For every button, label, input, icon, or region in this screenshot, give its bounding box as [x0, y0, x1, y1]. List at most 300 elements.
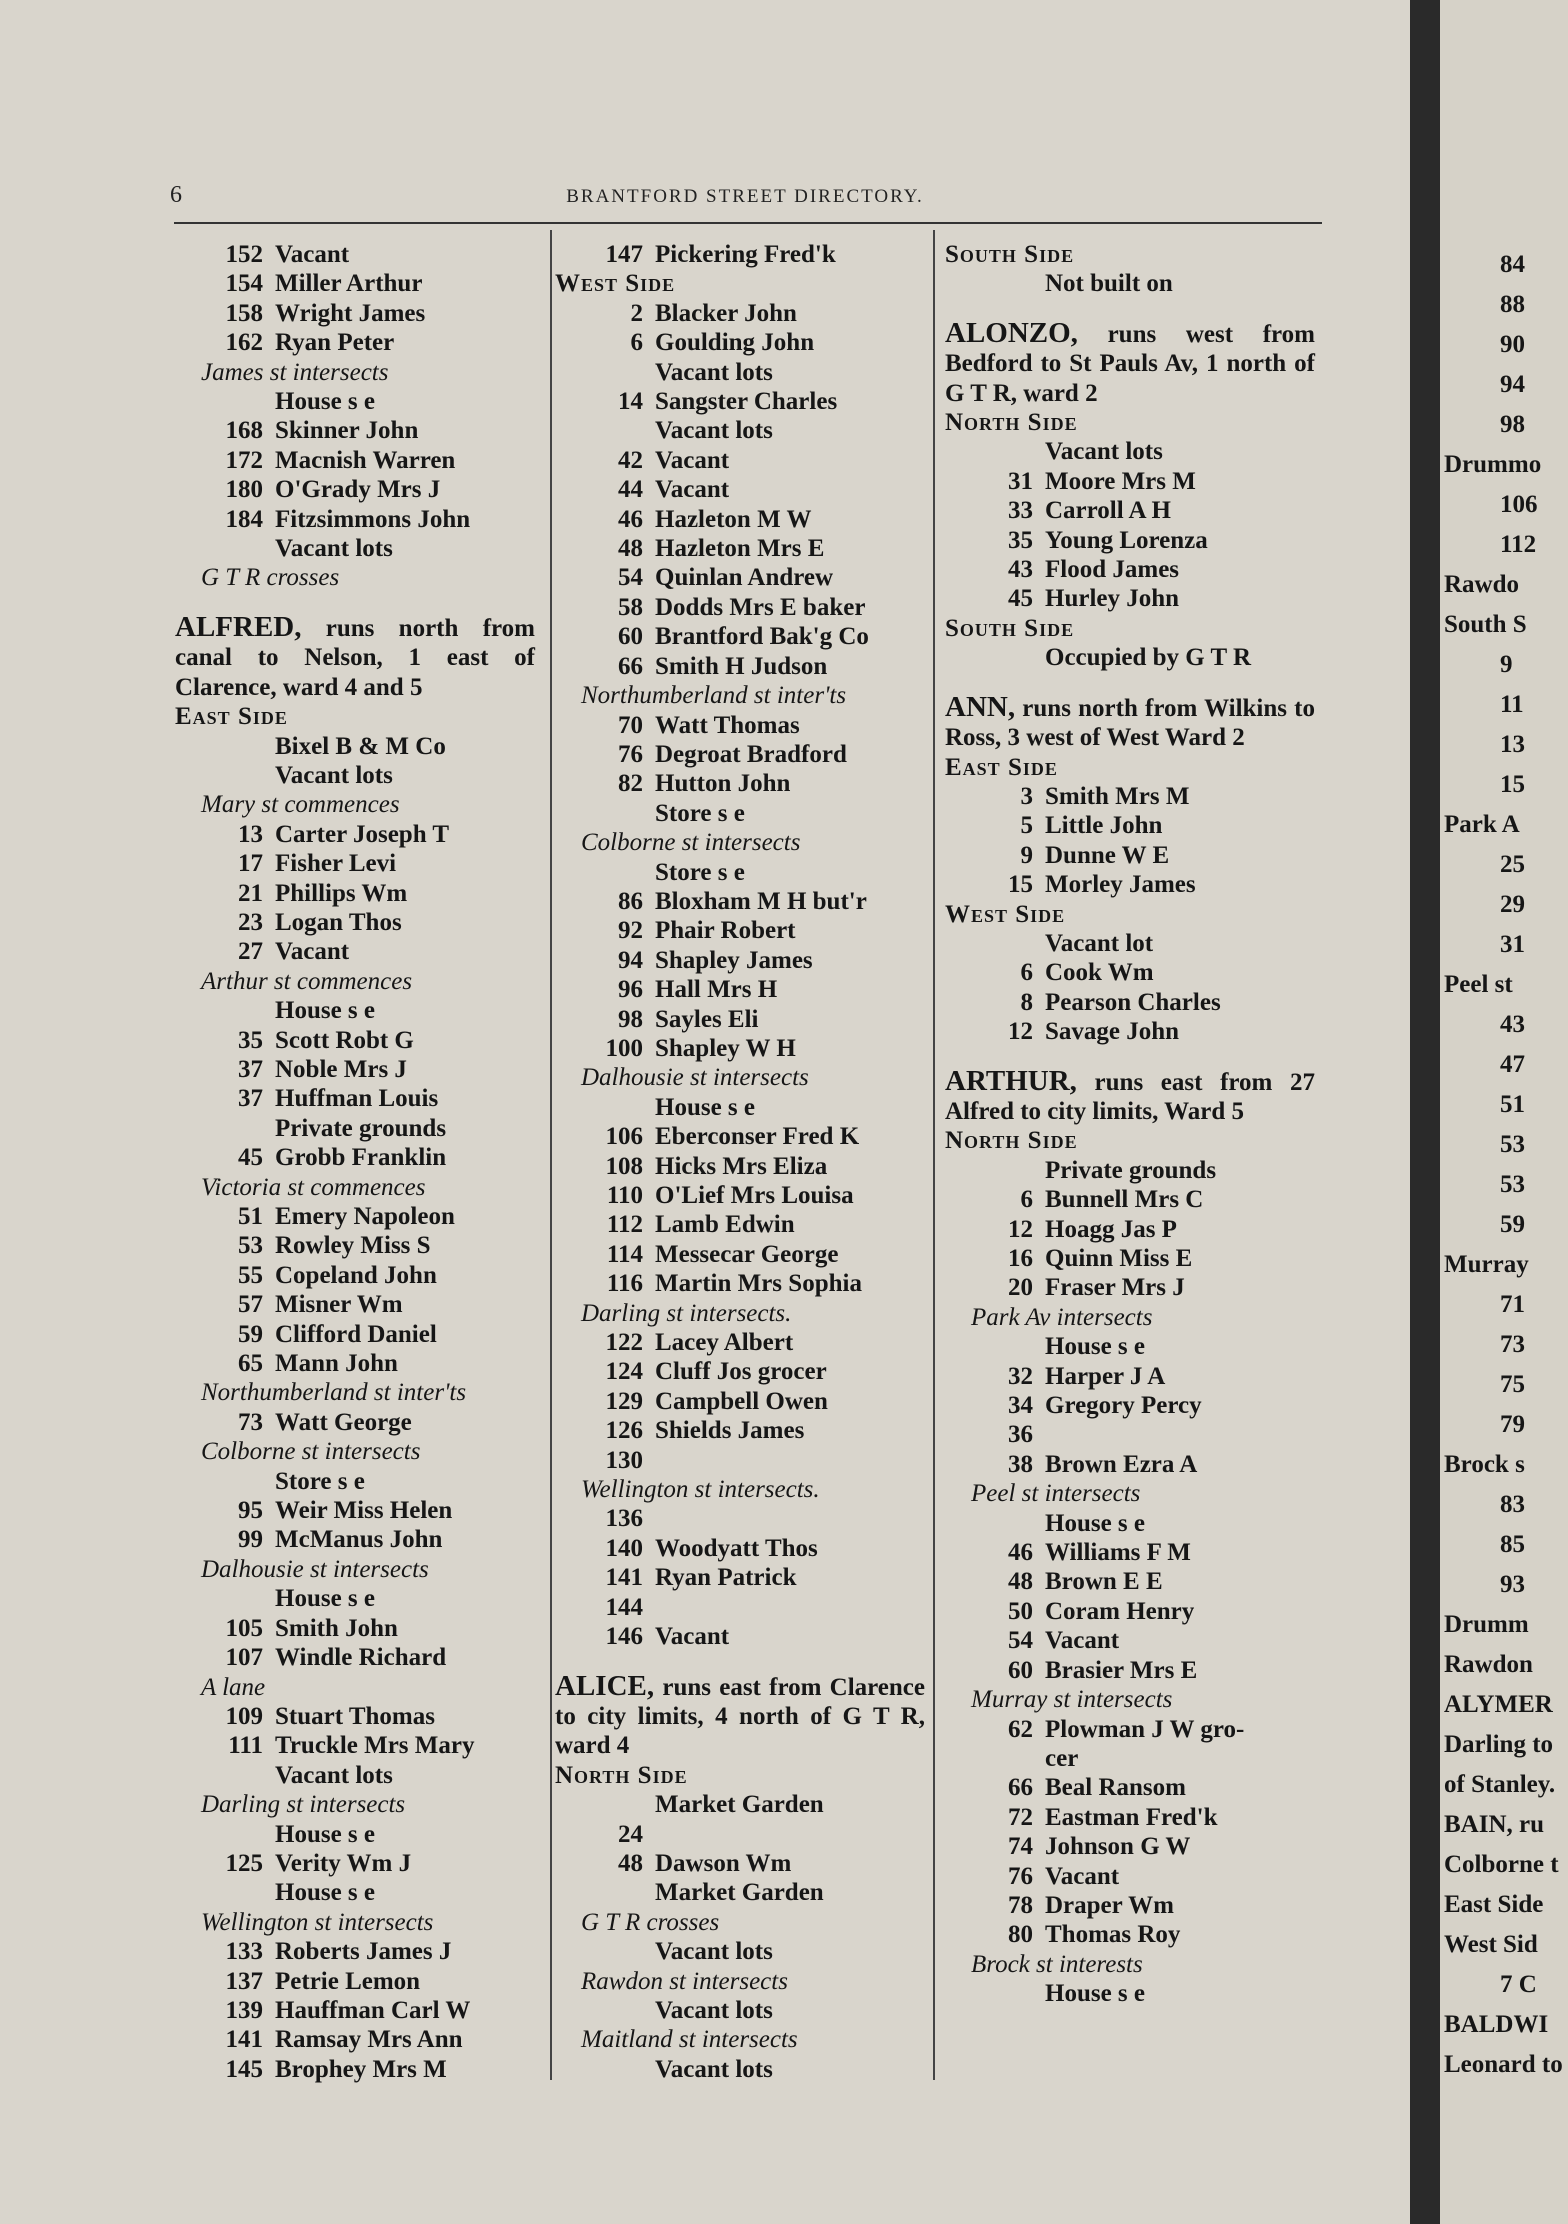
directory-entry [175, 1349, 535, 1378]
occupant-name: Eberconser Fred K [655, 1123, 860, 1151]
house-number: 124 [605, 1358, 643, 1386]
directory-entry [175, 240, 535, 269]
street-description: runs west from Bedford to St Pauls Av, 1 north of G T R, ward 2 [945, 320, 1315, 407]
house-number: 43 [1008, 556, 1033, 584]
house-number: 158 [225, 299, 263, 327]
house-number: 20 [1008, 1274, 1033, 1302]
occupant-name: Coram Henry [1045, 1597, 1195, 1625]
directory-entry [175, 996, 535, 1025]
directory-entry [555, 887, 925, 916]
directory-entry [945, 1920, 1315, 1949]
occupant-name: Smith John [275, 1614, 398, 1642]
facing-page-fragment: 11 [1500, 691, 1524, 718]
occupant-name: Brown E E [1045, 1568, 1163, 1596]
house-number: 55 [238, 1261, 263, 1289]
directory-entry [555, 593, 925, 622]
occupant-name: Bixel B & M Co [275, 732, 446, 760]
cross-street-note: Dalhousie st intersects [201, 1555, 429, 1583]
cross-street-note: Wellington st intersects. [581, 1476, 820, 1504]
directory-entry [555, 446, 925, 475]
house-number: 6 [1020, 1186, 1033, 1214]
occupant-name: Roberts James J [275, 1938, 452, 1966]
house-number: 147 [605, 241, 643, 268]
street-description: runs east from 27 Alfred to city limits, Ward 5 [945, 1068, 1316, 1125]
directory-entry [175, 505, 535, 534]
facing-page-fragment: Rawdon [1444, 1651, 1533, 1678]
occupant-name: Watt George [275, 1408, 412, 1436]
directory-entry [555, 1005, 925, 1034]
occupant-name: Store s e [275, 1467, 365, 1495]
house-number: 130 [605, 1446, 643, 1474]
occupant-name: Occupied by G T R [1045, 644, 1252, 672]
house-number: 146 [605, 1623, 643, 1651]
house-number: 184 [225, 505, 263, 533]
street-side-heading: North Side [945, 1127, 1078, 1155]
directory-entry [945, 496, 1315, 525]
cross-street-note: Maitland st intersects [581, 2026, 798, 2054]
occupant-name: Hicks Mrs Eliza [655, 1152, 828, 1180]
directory-entry [945, 1979, 1315, 2008]
occupant-name: Noble Mrs J [275, 1055, 407, 1083]
directory-entry [175, 1261, 535, 1290]
house-number: 152 [225, 241, 263, 268]
facing-page-fragment: 9 [1500, 651, 1513, 678]
house-number: 106 [605, 1123, 643, 1151]
house-number: 125 [225, 1849, 263, 1877]
facing-page-fragment: Darling to [1444, 1731, 1554, 1758]
house-number: 38 [1008, 1450, 1033, 1478]
directory-entry [945, 1744, 1315, 1773]
street-description: runs north from Wilkins to Ross, 3 west of West Ward 2 [945, 694, 1316, 752]
facing-page-fragment: 29 [1500, 891, 1525, 918]
occupant-name: Fitzsimmons John [275, 505, 471, 533]
directory-entry [555, 1937, 925, 1966]
occupant-name: Shapley W H [655, 1034, 796, 1062]
directory-entry [175, 1967, 535, 1996]
column-divider-2 [933, 230, 935, 2080]
house-number: 144 [605, 1593, 643, 1621]
facing-page-fragment: of Stanley. [1444, 1771, 1556, 1798]
directory-entry [945, 1420, 1315, 1449]
directory-entry [555, 1446, 925, 1475]
occupant-name: Bloxham M H but'r [655, 887, 867, 915]
occupant-name: Vacant lots [655, 2055, 773, 2083]
occupant-name: House s e [1045, 1509, 1145, 1537]
occupant-name: Harper J A [1045, 1362, 1166, 1390]
house-number: 37 [238, 1055, 263, 1083]
directory-column-1 [175, 240, 535, 2084]
directory-entry [555, 1210, 925, 1239]
house-number: 154 [225, 270, 263, 298]
directory-entry [175, 1496, 535, 1525]
house-number: 92 [618, 917, 643, 945]
directory-entry [175, 1084, 535, 1113]
occupant-name: Logan Thos [275, 908, 402, 936]
occupant-name: Not built on [1045, 270, 1173, 298]
directory-entry [175, 1525, 535, 1554]
directory-entry [945, 1156, 1315, 1185]
directory-entry [175, 1143, 535, 1172]
directory-entry [175, 1055, 535, 1084]
house-number: 32 [1008, 1362, 1033, 1390]
street-heading [555, 1652, 925, 1761]
house-number: 33 [1008, 497, 1033, 525]
directory-entry [555, 1563, 925, 1592]
directory-entry [175, 534, 535, 563]
occupant-name: Hutton John [655, 770, 791, 798]
directory-column-3 [945, 240, 1315, 2009]
cross-street-note: G T R crosses [201, 564, 340, 592]
occupant-name: Windle Richard [275, 1644, 447, 1672]
house-number: 140 [605, 1534, 643, 1562]
house-number: 122 [605, 1329, 643, 1357]
house-number: 137 [225, 1967, 263, 1995]
occupant-name: Vacant lots [275, 1761, 393, 1789]
facing-page-fragment: Colborne t [1444, 1851, 1559, 1878]
directory-entry [175, 879, 535, 908]
occupant-name: Vacant [1045, 1862, 1120, 1890]
occupant-name: cer [1045, 1744, 1079, 1772]
house-number: 35 [238, 1026, 263, 1054]
occupant-name: Pearson Charles [1045, 988, 1221, 1016]
facing-page-fragment: 53 [1500, 1131, 1525, 1158]
facing-page-fragment: Rawdo [1444, 571, 1520, 598]
house-number: 17 [238, 850, 263, 878]
directory-entry [175, 1026, 535, 1055]
book-gutter [1410, 0, 1440, 2224]
facing-page-fragment: Leonard to [1444, 2051, 1563, 2078]
directory-entry [555, 358, 925, 387]
directory-entry [945, 1862, 1315, 1891]
house-number: 168 [225, 417, 263, 445]
house-number: 37 [238, 1085, 263, 1113]
directory-entry [945, 1538, 1315, 1567]
occupant-name: Hazleton M W [655, 505, 812, 533]
occupant-name: Quinlan Andrew [655, 564, 834, 592]
house-number: 54 [618, 564, 643, 592]
street-side-heading: East Side [945, 753, 1058, 781]
directory-entry [945, 811, 1315, 840]
directory-entry [945, 1273, 1315, 1302]
occupant-name: Hoagg Jas P [1045, 1215, 1177, 1243]
directory-entry [175, 416, 535, 445]
directory-entry [945, 1715, 1315, 1744]
occupant-name: Messecar George [655, 1240, 839, 1268]
facing-page-fragment: 51 [1500, 1091, 1525, 1118]
house-number: 108 [605, 1152, 643, 1180]
occupant-name: Store s e [655, 799, 745, 827]
street-name: ARTHUR, [945, 1064, 1077, 1097]
facing-page-fragment: 47 [1500, 1051, 1525, 1078]
occupant-name: Vacant lots [655, 1996, 773, 2024]
occupant-name: Macnish Warren [275, 446, 456, 474]
directory-entry [945, 643, 1315, 672]
occupant-name: Miller Arthur [275, 270, 423, 298]
house-number: 60 [1008, 1656, 1033, 1684]
occupant-name: Vacant [655, 446, 730, 474]
directory-entry [555, 769, 925, 798]
directory-entry [945, 1215, 1315, 1244]
occupant-name: Sayles Eli [655, 1005, 759, 1033]
occupant-name: Eastman Fred'k [1045, 1803, 1218, 1831]
directory-entry [555, 1534, 925, 1563]
facing-page-fragment: 98 [1500, 411, 1525, 438]
house-number: 72 [1008, 1803, 1033, 1831]
house-number: 96 [618, 976, 643, 1004]
house-number: 139 [225, 1996, 263, 2024]
directory-entry [175, 299, 535, 328]
facing-page-fragment: Drummo [1444, 451, 1542, 478]
directory-entry [945, 1017, 1315, 1046]
directory-entry [175, 1614, 535, 1643]
house-number: 126 [605, 1417, 643, 1445]
cross-street-note: Darling st intersects. [581, 1299, 792, 1327]
directory-entry [945, 841, 1315, 870]
house-number: 99 [238, 1526, 263, 1554]
facing-page-fragment: ALYMER [1444, 1691, 1553, 1718]
occupant-name: Brasier Mrs E [1045, 1656, 1198, 1684]
street-side-heading: West Side [945, 900, 1066, 928]
house-number: 114 [606, 1240, 643, 1268]
facing-page-fragment: 85 [1500, 1531, 1525, 1558]
directory-entry [555, 1240, 925, 1269]
occupant-name: House s e [275, 1820, 375, 1848]
house-number: 141 [225, 2026, 263, 2054]
house-number: 80 [1008, 1921, 1033, 1949]
directory-entry [945, 1567, 1315, 1596]
directory-entry [555, 534, 925, 563]
street-name: ALONZO, [945, 316, 1078, 349]
directory-entry [175, 446, 535, 475]
occupant-name: Sangster Charles [655, 388, 838, 416]
directory-entry [555, 711, 925, 740]
occupant-name: Fraser Mrs J [1045, 1274, 1185, 1302]
occupant-name: Cluff Jos grocer [655, 1358, 827, 1386]
cross-street-note: Northumberland st inter'ts [581, 682, 847, 710]
street-heading [175, 593, 535, 702]
house-number: 109 [225, 1702, 263, 1730]
cross-street-note: Colborne st intersects [581, 829, 801, 857]
occupant-name: Lamb Edwin [655, 1211, 795, 1239]
house-number: 110 [606, 1182, 643, 1209]
house-number: 62 [1008, 1715, 1033, 1743]
occupant-name: Woodyatt Thos [655, 1534, 818, 1562]
house-number: 21 [238, 879, 263, 907]
facing-page-fragment: 79 [1500, 1411, 1525, 1438]
house-number: 58 [618, 593, 643, 621]
directory-entry [945, 1626, 1315, 1655]
house-number: 42 [618, 446, 643, 474]
directory-entry [945, 958, 1315, 987]
cross-street-note: Murray st intersects [971, 1686, 1173, 1714]
directory-entry [175, 732, 535, 761]
facing-page-fragment: 31 [1500, 931, 1525, 958]
house-number: 35 [1008, 526, 1033, 554]
directory-entry [175, 1878, 535, 1907]
facing-page-fragment: Brock s [1444, 1451, 1525, 1478]
directory-entry [945, 1185, 1315, 1214]
occupant-name: Dodds Mrs E baker [655, 593, 866, 621]
directory-entry [175, 1467, 535, 1496]
directory-entry [555, 740, 925, 769]
directory-entry [555, 1181, 925, 1210]
street-side-heading: East Side [175, 703, 288, 731]
occupant-name: Ryan Peter [275, 329, 395, 357]
house-number: 36 [1008, 1421, 1033, 1449]
house-number: 162 [225, 329, 263, 357]
directory-entry [945, 1656, 1315, 1685]
occupant-name: Vacant [275, 938, 350, 966]
directory-entry [175, 328, 535, 357]
house-number: 48 [1008, 1568, 1033, 1596]
facing-page-fragment: Drumm [1444, 1611, 1529, 1638]
directory-entry [555, 975, 925, 1004]
cross-street-note: Wellington st intersects [201, 1908, 434, 1936]
directory-entry [555, 1034, 925, 1063]
directory-entry [555, 858, 925, 887]
directory-entry [175, 937, 535, 966]
street-heading [945, 299, 1315, 408]
occupant-name: Flood James [1045, 556, 1180, 584]
house-number: 46 [1008, 1539, 1033, 1567]
cross-street-note: Dalhousie st intersects [581, 1064, 809, 1092]
occupant-name: Vacant [275, 241, 350, 268]
directory-entry [175, 1584, 535, 1613]
occupant-name: Watt Thomas [655, 711, 800, 739]
street-name: ALICE, [555, 1669, 655, 1702]
house-number: 57 [238, 1291, 263, 1319]
directory-entry [555, 387, 925, 416]
occupant-name: Beal Ransom [1045, 1774, 1186, 1802]
facing-page-fragment: Peel st [1444, 971, 1513, 998]
directory-column-2 [555, 240, 925, 2084]
occupant-name: Clifford Daniel [275, 1320, 437, 1348]
occupant-name: Wright James [275, 299, 426, 327]
occupant-name: Savage John [1045, 1018, 1180, 1046]
directory-entry [555, 1152, 925, 1181]
directory-entry [945, 467, 1315, 496]
directory-entry [555, 240, 925, 269]
occupant-name: Vacant lots [1045, 438, 1163, 466]
occupant-name: Smith H Judson [655, 652, 828, 680]
house-number: 2 [630, 299, 643, 327]
house-number: 53 [238, 1232, 263, 1260]
cross-street-note: Peel st intersects [971, 1480, 1141, 1508]
directory-entry [555, 1593, 925, 1622]
directory-entry [945, 1450, 1315, 1479]
facing-page-fragment: Murray [1444, 1251, 1529, 1278]
occupant-name: Phillips Wm [275, 879, 408, 907]
house-number: 60 [618, 623, 643, 651]
occupant-name: House s e [655, 1093, 755, 1121]
facing-page-fragment: 43 [1500, 1011, 1525, 1038]
directory-entry [555, 652, 925, 681]
house-number: 59 [238, 1320, 263, 1348]
occupant-name: Plowman J W gro- [1045, 1715, 1245, 1743]
occupant-name: Gregory Percy [1045, 1392, 1202, 1420]
directory-entry [945, 929, 1315, 958]
house-number: 46 [618, 505, 643, 533]
house-number: 51 [238, 1203, 263, 1230]
occupant-name: Huffman Louis [275, 1085, 439, 1113]
occupant-name: Misner Wm [275, 1291, 403, 1319]
occupant-name: Shields James [655, 1417, 805, 1445]
directory-entry [555, 1328, 925, 1357]
occupant-name: Market Garden [655, 1879, 824, 1907]
occupant-name: O'Grady Mrs J [275, 476, 441, 504]
directory-entry [945, 1803, 1315, 1832]
house-number: 15 [1008, 871, 1033, 899]
directory-entry [175, 761, 535, 790]
occupant-name: Store s e [655, 858, 745, 886]
occupant-name: Skinner John [275, 417, 419, 445]
occupant-name: Hazleton Mrs E [655, 535, 825, 563]
house-number: 6 [1020, 959, 1033, 987]
directory-entry [945, 437, 1315, 466]
house-number: 48 [618, 535, 643, 563]
directory-entry [175, 820, 535, 849]
directory-entry [945, 1332, 1315, 1361]
occupant-name: Williams F M [1045, 1539, 1191, 1567]
street-side-heading: South Side [945, 241, 1075, 268]
directory-entry [175, 1643, 535, 1672]
house-number: 13 [238, 820, 263, 848]
directory-entry [175, 2025, 535, 2054]
cross-street-note: James st intersects [201, 358, 389, 386]
directory-entry [555, 1996, 925, 2025]
house-number: 76 [1008, 1862, 1033, 1890]
occupant-name: Weir Miss Helen [275, 1497, 453, 1525]
house-number: 74 [1008, 1833, 1033, 1861]
occupant-name: Smith Mrs M [1045, 782, 1190, 810]
directory-entry [175, 1937, 535, 1966]
occupant-name: Ryan Patrick [655, 1564, 797, 1592]
house-number: 76 [618, 740, 643, 768]
facing-page-fragment: 93 [1500, 1571, 1525, 1598]
house-number: 8 [1020, 988, 1033, 1016]
directory-entry [945, 1362, 1315, 1391]
facing-page-fragment: 84 [1500, 251, 1525, 278]
occupant-name: Little John [1045, 812, 1163, 840]
directory-entry [555, 475, 925, 504]
house-number: 44 [618, 476, 643, 504]
facing-page-fragment: South S [1444, 611, 1527, 638]
directory-entry [555, 622, 925, 651]
directory-entry [555, 1093, 925, 1122]
directory-entry [555, 1622, 925, 1651]
facing-page-fragment: 71 [1500, 1291, 1525, 1318]
house-number: 98 [618, 1005, 643, 1033]
street-side-heading: South Side [945, 614, 1075, 642]
directory-entry [555, 1504, 925, 1533]
directory-entry [175, 1761, 535, 1790]
directory-entry [555, 2055, 925, 2084]
cross-street-note: A lane [201, 1673, 266, 1701]
occupant-name: Lacey Albert [655, 1329, 794, 1357]
directory-entry [945, 1509, 1315, 1538]
occupant-name: Private grounds [275, 1114, 447, 1142]
occupant-name: Truckle Mrs Mary [275, 1732, 475, 1760]
directory-entry [945, 782, 1315, 811]
facing-page-fragment: 83 [1500, 1491, 1525, 1518]
house-number: 3 [1020, 782, 1033, 810]
facing-page-fragment: 75 [1500, 1371, 1525, 1398]
occupant-name: Morley James [1045, 871, 1196, 899]
facing-page-fragment: 88 [1500, 291, 1525, 318]
house-number: 141 [605, 1564, 643, 1592]
directory-entry [175, 1849, 535, 1878]
directory-entry [555, 563, 925, 592]
